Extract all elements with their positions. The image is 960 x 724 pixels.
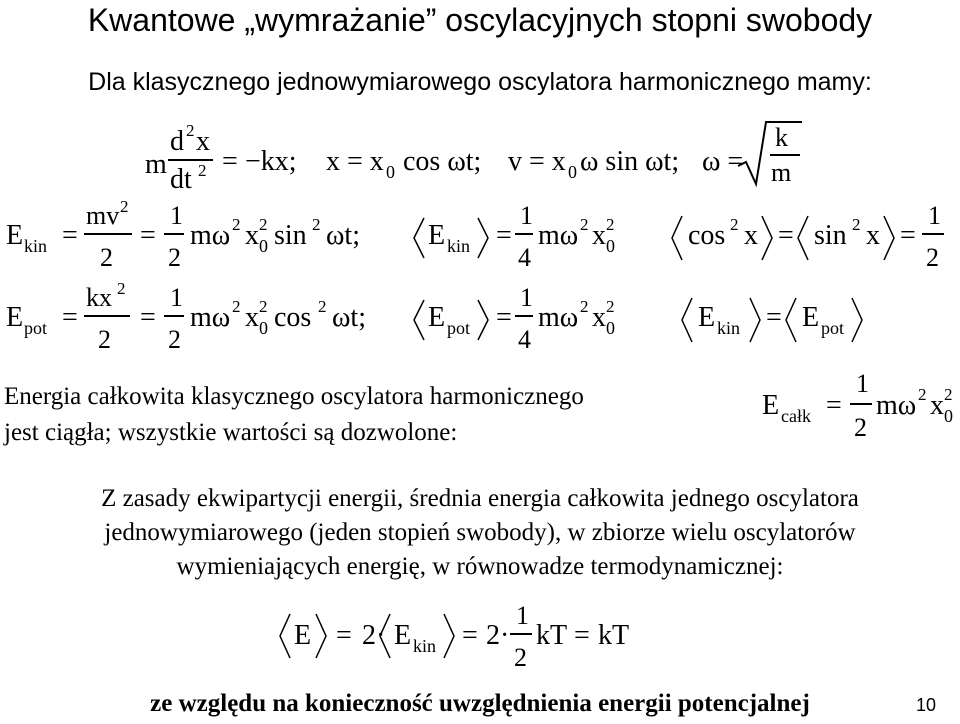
svg-text:0: 0 (944, 406, 953, 426)
svg-text:0: 0 (606, 236, 615, 256)
svg-text:mω: mω (190, 220, 231, 251)
svg-text:=: = (496, 220, 512, 251)
svg-text:2: 2 (580, 297, 589, 316)
svg-text:kin: kin (447, 236, 471, 256)
svg-text:sin: sin (274, 220, 307, 251)
svg-text:2: 2 (168, 325, 181, 354)
svg-text:pot: pot (447, 318, 471, 338)
svg-text:2: 2 (606, 297, 615, 316)
svg-text:2: 2 (232, 297, 241, 316)
svg-text:2: 2 (100, 243, 113, 272)
svg-text:2: 2 (186, 121, 195, 140)
svg-text:=: = (766, 302, 782, 333)
svg-text:1: 1 (520, 283, 533, 312)
svg-text:x: x (196, 126, 210, 157)
svg-text:E: E (762, 390, 780, 421)
svg-text:k: k (775, 123, 788, 152)
svg-text:sin: sin (814, 220, 847, 251)
svg-text:całk: całk (781, 406, 811, 426)
svg-text:=: = (62, 302, 78, 333)
svg-text:2·: 2· (486, 620, 510, 651)
svg-text:2: 2 (606, 215, 615, 234)
svg-text:1: 1 (928, 201, 941, 230)
svg-text:2: 2 (232, 215, 241, 234)
svg-text:kin: kin (717, 318, 741, 338)
svg-text:ωt;: ωt; (326, 220, 360, 251)
svg-text:ω sin ωt;: ω sin ωt; (580, 146, 680, 177)
svg-text:x: x (930, 390, 944, 421)
svg-text:2: 2 (168, 243, 181, 272)
svg-text:0: 0 (606, 318, 615, 338)
svg-text:2: 2 (854, 413, 867, 442)
svg-text:2: 2 (944, 385, 953, 404)
equation-block-epot (0, 282, 960, 362)
svg-text:−kx;: −kx; (245, 146, 297, 177)
equation-ecalk (728, 364, 958, 444)
svg-text:kin: kin (413, 636, 437, 656)
svg-text:v = x: v = x (508, 146, 566, 177)
svg-text:pot: pot (24, 318, 48, 338)
svg-text:4: 4 (518, 325, 531, 354)
svg-text:mω: mω (538, 302, 579, 333)
page-number: 10 (915, 695, 936, 715)
svg-text:0: 0 (259, 236, 268, 256)
svg-text:kin: kin (24, 236, 48, 256)
svg-text:E: E (802, 302, 820, 333)
slide-title: Kwantowe „wymrażanie” oscylacyjnych stopni swobody (87, 2, 873, 38)
svg-text:=: = (140, 302, 156, 333)
svg-text:2: 2 (98, 325, 111, 354)
svg-text:2: 2 (259, 297, 268, 316)
svg-text:E: E (428, 220, 446, 251)
svg-text:x: x (592, 302, 606, 333)
svg-text:m: m (145, 149, 167, 180)
svg-text:x: x (866, 220, 880, 251)
svg-text:ωt;: ωt; (332, 302, 366, 333)
svg-text:ω =: ω = (702, 146, 744, 177)
svg-text:m: m (771, 158, 792, 187)
energy-text-line-1: Energia całkowita klasycznego oscylatora harmonicznego (4, 383, 584, 410)
svg-text:2: 2 (918, 385, 927, 404)
svg-text:E: E (294, 620, 312, 651)
svg-text:1: 1 (170, 283, 183, 312)
equipartition-line-3: wymieniających energię, w równowadze termodynamicznej: (176, 553, 784, 580)
svg-text:2: 2 (117, 282, 126, 298)
svg-text:2: 2 (198, 161, 207, 180)
svg-text:mv: mv (86, 201, 120, 230)
svg-text:1: 1 (516, 601, 529, 630)
svg-text:E: E (428, 302, 446, 333)
energy-text-line-2: jest ciągła; wszystkie wartości są dozwolone: (4, 419, 458, 446)
svg-text:=: = (222, 146, 238, 177)
svg-text:dt: dt (170, 164, 192, 195)
svg-text:mω: mω (538, 220, 579, 251)
svg-text:E: E (394, 620, 412, 651)
svg-text:2: 2 (514, 643, 527, 672)
svg-text:2: 2 (580, 215, 589, 234)
svg-text:2·: 2· (362, 620, 386, 651)
svg-text:mω: mω (190, 302, 231, 333)
svg-text:=: = (336, 620, 352, 651)
svg-text:2: 2 (852, 215, 861, 234)
svg-text:=: = (900, 220, 916, 251)
equipartition-line-2: jednowymiarowego (jeden stopień swobody), w zbiorze wielu oscylatorów (104, 519, 856, 546)
svg-text:=: = (778, 220, 794, 251)
svg-text:2: 2 (259, 215, 268, 234)
svg-text:=: = (140, 220, 156, 251)
svg-text:kT: kT (598, 620, 630, 651)
svg-text:0: 0 (259, 318, 268, 338)
svg-text:=: = (826, 390, 842, 421)
svg-text:E: E (6, 220, 24, 251)
svg-text:2: 2 (926, 243, 939, 272)
svg-text:x = x: x = x (326, 146, 384, 177)
svg-text:x: x (245, 302, 259, 333)
svg-text:kT: kT (536, 620, 568, 651)
svg-text:kx: kx (86, 283, 112, 312)
svg-text:2: 2 (730, 215, 739, 234)
svg-text:E: E (698, 302, 716, 333)
svg-text:x: x (592, 220, 606, 251)
conclusion-text: ze względu na konieczność uwzględnienia energii potencjalnej (150, 690, 810, 717)
intro-text: Dla klasycznego jednowymiarowego oscylatora harmonicznego mamy: (88, 68, 872, 96)
svg-text:mω: mω (876, 390, 917, 421)
svg-text:2: 2 (318, 297, 327, 316)
svg-text:x: x (744, 220, 758, 251)
svg-text:=: = (574, 620, 590, 651)
svg-text:1: 1 (170, 201, 183, 230)
svg-text:x: x (245, 220, 259, 251)
svg-text:cos: cos (274, 302, 312, 333)
svg-text:=: = (62, 220, 78, 251)
svg-text:=: = (462, 620, 478, 651)
equipartition-line-1: Z zasady ekwipartycji energii, średnia energia całkowita jednego oscylatora (101, 485, 859, 512)
svg-text:cos ωt;: cos ωt; (403, 146, 482, 177)
svg-text:=: = (496, 302, 512, 333)
svg-text:2: 2 (312, 215, 321, 234)
svg-text:d: d (170, 126, 184, 157)
equation-block-ekin (0, 200, 960, 280)
svg-text:1: 1 (520, 201, 533, 230)
svg-text:cos: cos (688, 220, 726, 251)
svg-text:4: 4 (518, 243, 531, 272)
svg-text:2: 2 (120, 200, 129, 216)
svg-text:1: 1 (856, 369, 869, 398)
svg-text:pot: pot (821, 318, 845, 338)
svg-text:0: 0 (568, 162, 577, 182)
svg-text:E: E (6, 302, 24, 333)
svg-text:0: 0 (386, 162, 395, 182)
equation-mean-energy (278, 600, 678, 680)
